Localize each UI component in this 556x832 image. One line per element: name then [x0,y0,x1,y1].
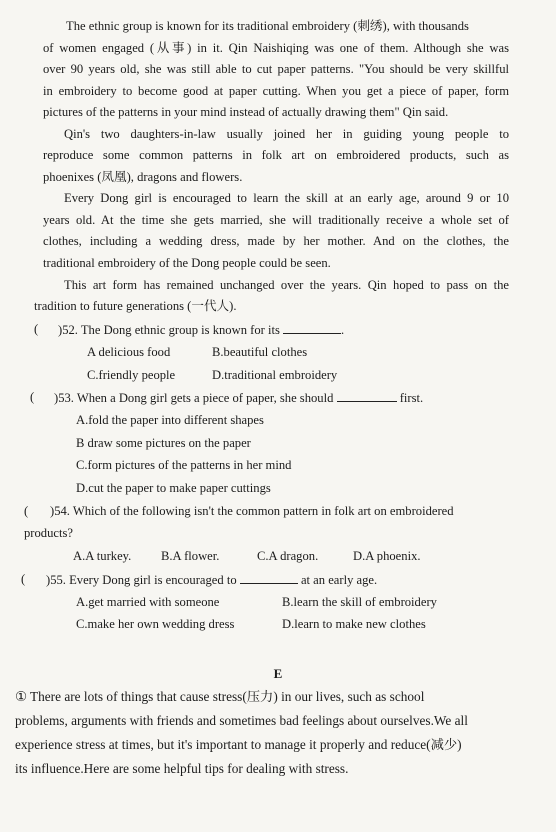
option-c: C.friendly people [87,368,176,382]
passage-line: clothes, including a wedding dress, made by her mother. And on the clothes, the [43,234,509,248]
passage-line: This art form has remained unchanged over the years. Qin hoped to pass on the [64,278,509,292]
option-d: D.learn to make new clothes [282,617,426,631]
answer-paren: ( [21,572,26,586]
option-d: D.cut the paper to make paper cuttings [76,481,271,495]
option-a: A delicious food [87,345,171,359]
option-b: B draw some pictures on the paper [76,436,251,450]
question-number: )55. [46,573,66,587]
passage-line: Qin's two daughters-in-law usually joined her in guiding young people to [64,127,509,141]
option-a: A.fold the paper into different shapes [76,413,264,427]
option-b: B.learn the skill of embroidery [282,595,437,609]
answer-paren: ( [30,390,35,404]
stem-text: Every Dong girl is encouraged to [69,573,237,587]
stem-text: products? [24,526,73,540]
answer-paren: ( [34,322,39,336]
option-a: A.A turkey. [73,549,132,563]
passage-line: phoenixes (凤凰), dragons and flowers. [43,170,243,184]
question-stem [58,322,344,338]
passage-line: tradition to future generations (一代人). [34,299,237,313]
answer-blank [283,322,341,334]
option-b: B.beautiful clothes [212,345,308,359]
option-d: D.traditional embroidery [212,368,338,382]
answer-paren: ( [24,504,29,518]
stem-text: at an early age. [300,573,378,587]
option-a: A.get married with someone [76,595,220,609]
option-c: C.make her own wedding dress [76,617,235,631]
passage-line: of women engaged (从事) in it. Qin Naishiqing was one of them. Although she was [43,41,509,55]
passage-line: in embroidery to become good at paper cutting. When you get a piece of paper, form [43,84,509,98]
option-d: D.A phoenix. [353,549,421,563]
option-b: B.A flower. [161,549,220,563]
answer-blank [240,572,298,584]
stem-text: The Dong ethnic group is known for its [80,323,280,337]
stem-text: Which of the following isn't the common pattern in folk art on embroidered [72,504,454,518]
question-number: )54. [50,504,70,518]
stem-text: first. [399,391,424,405]
passage-line: Every Dong girl is encouraged to learn the skill at an early age, around 9 or 10 [64,191,509,205]
question-stem [50,504,454,519]
section-e-line: experience stress at times, but it's important to manage it properly and reduce(减少) [15,737,462,752]
section-e-line: ① There are lots of things that cause stress(压力) in our lives, such as school [15,689,425,704]
passage-line: traditional embroidery of the Dong people could be seen. [43,256,331,270]
section-e-line: its influence.Here are some helpful tips for dealing with stress. [15,761,349,776]
option-c: C.form pictures of the patterns in her mind [76,458,292,472]
passage-line: pictures of the patterns in your mind instead of actually drawing them" Qin said. [43,105,449,119]
question-number: )53. [54,391,74,405]
question-stem [54,390,423,406]
stem-text: . [341,323,345,337]
stem-text: When a Dong girl gets a piece of paper, she should [76,391,334,405]
passage-line: over 90 years old, she was still able to cut paper patterns. "You should be very skillful [43,62,509,76]
passage-line: years old. At the time she gets married, she will traditionally receive a whole set of [43,213,509,227]
question-number: )52. [58,323,78,337]
question-stem [46,572,377,588]
section-heading: E [273,666,283,681]
section-e-line: problems, arguments with friends and sometimes bad feelings about ourselves.We all [15,713,468,728]
passage-line: reproduce some common patterns in folk art on embroidered products, such as [43,148,509,162]
answer-blank [337,390,397,402]
option-c: C.A dragon. [257,549,319,563]
passage-line: The ethnic group is known for its traditional embroidery (刺绣), with thousands [66,19,469,33]
